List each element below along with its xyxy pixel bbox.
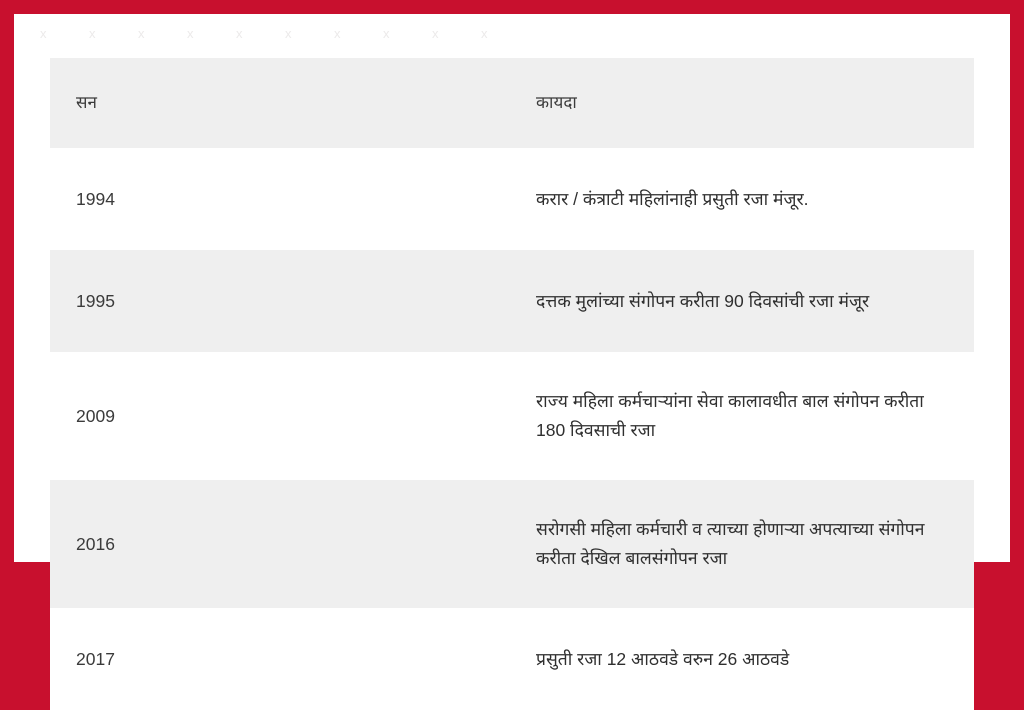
top-marker-row xyxy=(14,22,1010,46)
cell-year: 1995 xyxy=(50,250,510,352)
marker-item: x xyxy=(187,26,194,41)
cell-law: करार / कंत्राटी महिलांनाही प्रसुती रजा मंजूर. xyxy=(510,148,974,250)
table-row xyxy=(50,352,974,480)
table-body xyxy=(50,148,974,710)
slide-card xyxy=(14,14,1010,669)
marker-item: x xyxy=(40,26,47,41)
cell-year: 2016 xyxy=(50,480,510,608)
marker-item: x xyxy=(334,26,341,41)
column-header-year: सन xyxy=(50,58,510,148)
marker-item: x xyxy=(236,26,243,41)
cell-law: राज्य महिला कर्मचाऱ्यांना सेवा कालावधीत बाल संगोपन करीता 180 दिवसाची रजा xyxy=(510,352,974,480)
marker-item: x xyxy=(383,26,390,41)
cell-law: सरोगसी महिला कर्मचारी व त्याच्या होणाऱ्या अपत्याच्या संगोपन करीता देखिल बालसंगोपन रजा xyxy=(510,480,974,608)
marker-item: x xyxy=(481,26,488,41)
table-row xyxy=(50,480,974,608)
marker-item: x xyxy=(89,26,96,41)
marker-item: x xyxy=(138,26,145,41)
table-header-row xyxy=(50,58,974,148)
cell-law: प्रसुती रजा 12 आठवडे वरुन 26 आठवडे xyxy=(510,608,974,710)
column-header-law: कायदा xyxy=(510,58,974,148)
marker-item: x xyxy=(432,26,439,41)
marker-item: x xyxy=(285,26,292,41)
table-row xyxy=(50,148,974,250)
table-row xyxy=(50,250,974,352)
table-header xyxy=(50,58,974,148)
law-table xyxy=(50,58,974,710)
cell-law: दत्तक मुलांच्या संगोपन करीता 90 दिवसांची रजा मंजूर xyxy=(510,250,974,352)
law-table-container xyxy=(50,58,974,710)
cell-year: 1994 xyxy=(50,148,510,250)
cell-year: 2017 xyxy=(50,608,510,710)
cell-year: 2009 xyxy=(50,352,510,480)
table-row xyxy=(50,608,974,710)
